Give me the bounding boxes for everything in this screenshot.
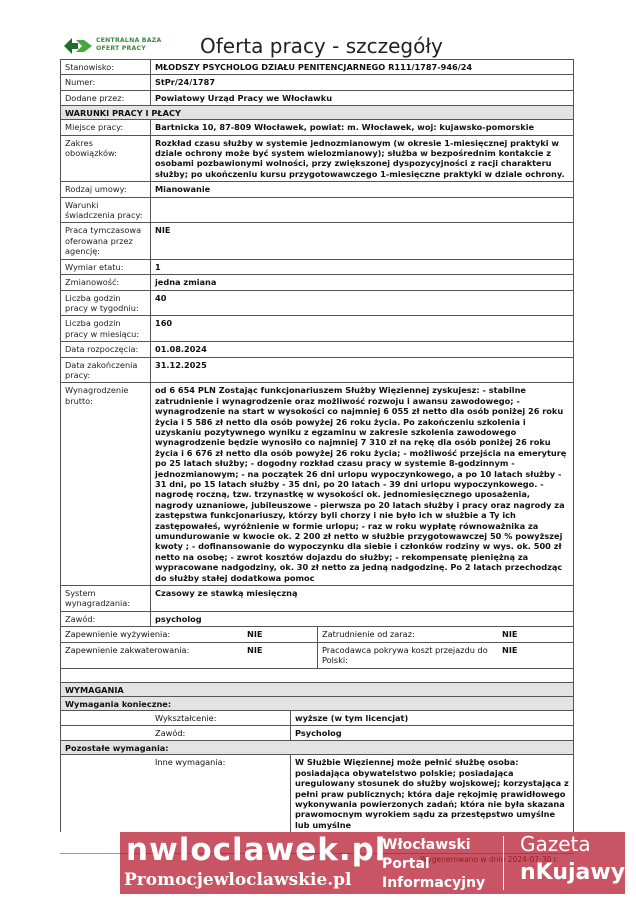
field-value: wyższe (w tym licencjat) (295, 712, 409, 723)
field-label: Liczba godzin pracy w tygodniu: (61, 291, 151, 316)
field-value: 160 (155, 318, 173, 329)
row-position (60, 60, 574, 75)
field-value: jedna zmiana (155, 277, 217, 288)
row-pay-system (60, 586, 574, 612)
field-label: Praca tymczasowa oferowana przez agencję: (61, 223, 151, 258)
field-label: Zmianowość: (61, 275, 151, 289)
news-watermark (120, 832, 625, 894)
field-label: Wykształcenie: (151, 711, 291, 725)
field-label: Liczba godzin pracy w miesiącu: (61, 316, 151, 341)
field-value: W Służbie Więziennej może pełnić służbę osoba: posiadająca obywatelstwo polskie; posiadająca uregulowany stosunek do służby wojskowej; korzystająca z pełni praw publicznych; która daje rękojmię prawidłowego wykonywania powierzonych zadań; która nie była skazana prawomocnym wyrokiem sądu za przestępstwo umyślne lub umyślne (295, 757, 569, 830)
row-required-profession (60, 726, 574, 741)
field-value: 40 (155, 292, 167, 303)
field-value: Rozkład czasu służby w systemie jednozmianowym (w okresie 1-miesięcznej praktyki w dziale ochrony może być system wielozmianowy); służba w bezpośrednim kontakcie z osobami pozbawionymi wolności, przy zwiększonej dyspozycyjności z racji charakteru służby; po ukończeniu kursu przygotowawczego 1-miesięczne praktyki w dziale ochrony. (155, 137, 565, 179)
watermark-portal (382, 836, 485, 893)
field-label: Zawód: (61, 612, 151, 626)
field-value: MŁODSZY PSYCHOLOG DZIAŁU PENITENCJARNEGO R111/1787-946/24 (155, 62, 473, 72)
field-label: Zakres obowiązków: (61, 136, 151, 182)
field-label: Miejsce pracy: (61, 120, 151, 134)
field-value (151, 198, 573, 223)
row-contract-type (60, 182, 574, 197)
watermark-portal-line-2: Portal (382, 856, 430, 872)
other-heading: Pozostałe wymagania: (60, 741, 574, 755)
watermark-portal-line-3: Informacyjny (382, 875, 486, 891)
row-hours-week (60, 291, 574, 317)
field-label: Data rozpoczęcia: (61, 342, 151, 356)
field-label: Dodane przez: (61, 91, 151, 105)
field-value: Bartnicka 10, 87-809 Włocławek, powiat: m. Włocławek, woj: kujawsko-pomorskie (155, 122, 535, 133)
cbop-logo (62, 36, 172, 58)
field-value: Psycholog (295, 727, 342, 738)
field-value: Powiatowy Urząd Pracy we Włocławku (155, 92, 333, 103)
field-value: StPr/24/1787 (155, 77, 216, 88)
logo-mark-icon (62, 36, 94, 56)
row-provisions-1 (60, 627, 574, 642)
section-heading-requirements: WYMAGANIA (60, 683, 574, 697)
field-value: 01.08.2024 (155, 344, 207, 355)
logo-line-2: OFERT PRACY (96, 45, 146, 52)
row-number (60, 75, 574, 90)
field-value: NIE (155, 225, 171, 236)
section-heading-conditions: WARUNKI PRACY I PŁACY (60, 106, 574, 120)
field-label: Zapewnienie wyżywienia: (65, 629, 171, 640)
row-shifts (60, 275, 574, 290)
row-added-by (60, 91, 574, 106)
field-value: NIE (243, 643, 318, 668)
field-label: Zawód: (151, 726, 291, 740)
watermark-nkujawy: nKujawy (520, 860, 626, 885)
watermark-gazeta: Gazeta (520, 832, 591, 856)
row-salary (60, 383, 574, 586)
row-hours-month (60, 316, 574, 342)
row-start-date (60, 342, 574, 357)
row-profession (60, 612, 574, 627)
row-education (60, 711, 574, 726)
field-value: 1 (155, 261, 161, 272)
field-label: Data zakończenia pracy: (61, 358, 151, 383)
watermark-site-2: Promocjewloclawskie.pl (124, 870, 352, 890)
row-duties (60, 136, 574, 183)
row-end-date (60, 358, 574, 384)
field-value: psycholog (155, 613, 202, 624)
field-value: NIE (243, 627, 318, 641)
row-location (60, 120, 574, 135)
field-value: 31.12.2025 (155, 359, 207, 370)
field-label: Zatrudnienie od zaraz: (322, 629, 415, 640)
row-temp-work (60, 223, 574, 259)
field-label: System wynagradzania: (61, 586, 151, 611)
section-spacer (60, 669, 574, 683)
field-label: Zapewnienie zakwaterowania: (65, 644, 190, 655)
row-other-requirements (60, 755, 574, 832)
field-label: Wymiar etatu: (61, 260, 151, 274)
offer-table (60, 59, 574, 832)
logo-line-1: CENTRALNA BAZA (96, 37, 162, 44)
field-label: Stanowisko: (61, 60, 151, 74)
page-header (0, 0, 636, 60)
field-label: Wynagrodzenie brutto: (61, 383, 151, 585)
field-label: Pracodawca pokrywa koszt przejazdu do Polski: (322, 644, 488, 666)
field-value: NIE (502, 629, 518, 640)
row-work-conditions (60, 198, 574, 224)
required-heading: Wymagania konieczne: (60, 697, 574, 711)
field-label: Warunki świadczenia pracy: (61, 198, 151, 223)
field-label: Rodzaj umowy: (61, 182, 151, 196)
row-fte (60, 260, 574, 275)
watermark-portal-line-1: Włocławski (382, 837, 471, 853)
field-label: Numer: (61, 75, 151, 89)
row-provisions-2 (60, 643, 574, 669)
field-value: Mianowanie (155, 184, 211, 195)
watermark-separator (503, 836, 504, 890)
page-title: Oferta pracy - szczegóły (200, 34, 443, 58)
field-value: NIE (502, 644, 518, 655)
watermark-site-1: nwloclawek.pl (126, 832, 387, 868)
field-value: od 6 654 PLN Zostając funkcjonariuszem Służby Więziennej zyskujesz: - stabilne zatrudnienie i wynagrodzenie oraz możliwość rozwoju i awansu zawodowego; - wynagrodzenie na start w wysokości co najmniej 6 055 zł netto dla osób poniżej 26 roku życia i 5 586 zł netto dla osób powyżej 26 roku życia. Po zakończeniu szkolenia i uzyskaniu pozytywnego wyniku z egzaminu w zakresie szkolenia zawodowego wynagrodzenie będzie wynosiło co najmniej 7 310 zł na rękę dla osób poniżej 26 roku życia i 6 676 zł netto dla osób powyżej 26 roku życia; - możliwość przejścia na emeryturę po 25 latach służby; - dogodny rozkład czasu pracy w systemie 8-godzinnym - jednozmianowym; - na początek 26 dni urlopu wypoczynkowego, a po 10 latach służby - 31 dni, po 15 latach służby - 35 dni, po 20 latach - 39 dni urlopu wypoczynkowego. - nagrodę roczną, tzw. trzynastkę w wysokości ok. jednomiesięcznego uposażenia, nagrody uznaniowe, jubileuszowe - pierwsza po 20 latach służby i pracy oraz nagrody za zastępstwa funkcjonariuszy, którzy byli chorzy i nie było ich w służbie a Ty ich zastępowałeś, wyróżnienie w formie urlopu; - raz w roku wypłatę równoważnika za umundurowanie w kwocie ok. 2 200 zł netto w służbie przygotowawczej 50 % powyższej kwoty ; - dofinansowanie do wypoczynku dla siebie i członków rodziny w wys. ok. 500 zł netto na osobę; - zwrot kosztów dojazdu do służby; - rekompensatę pieniężną za wypracowane nadgodziny, ok. 30 zł netto za jedną nadgodzinę. Po 2 latach przechodząc do służby stałej dodatkowa pomoc (155, 385, 567, 583)
field-value: Czasowy ze stawką miesięczną (155, 588, 298, 599)
field-label: Inne wymagania: (151, 755, 291, 832)
